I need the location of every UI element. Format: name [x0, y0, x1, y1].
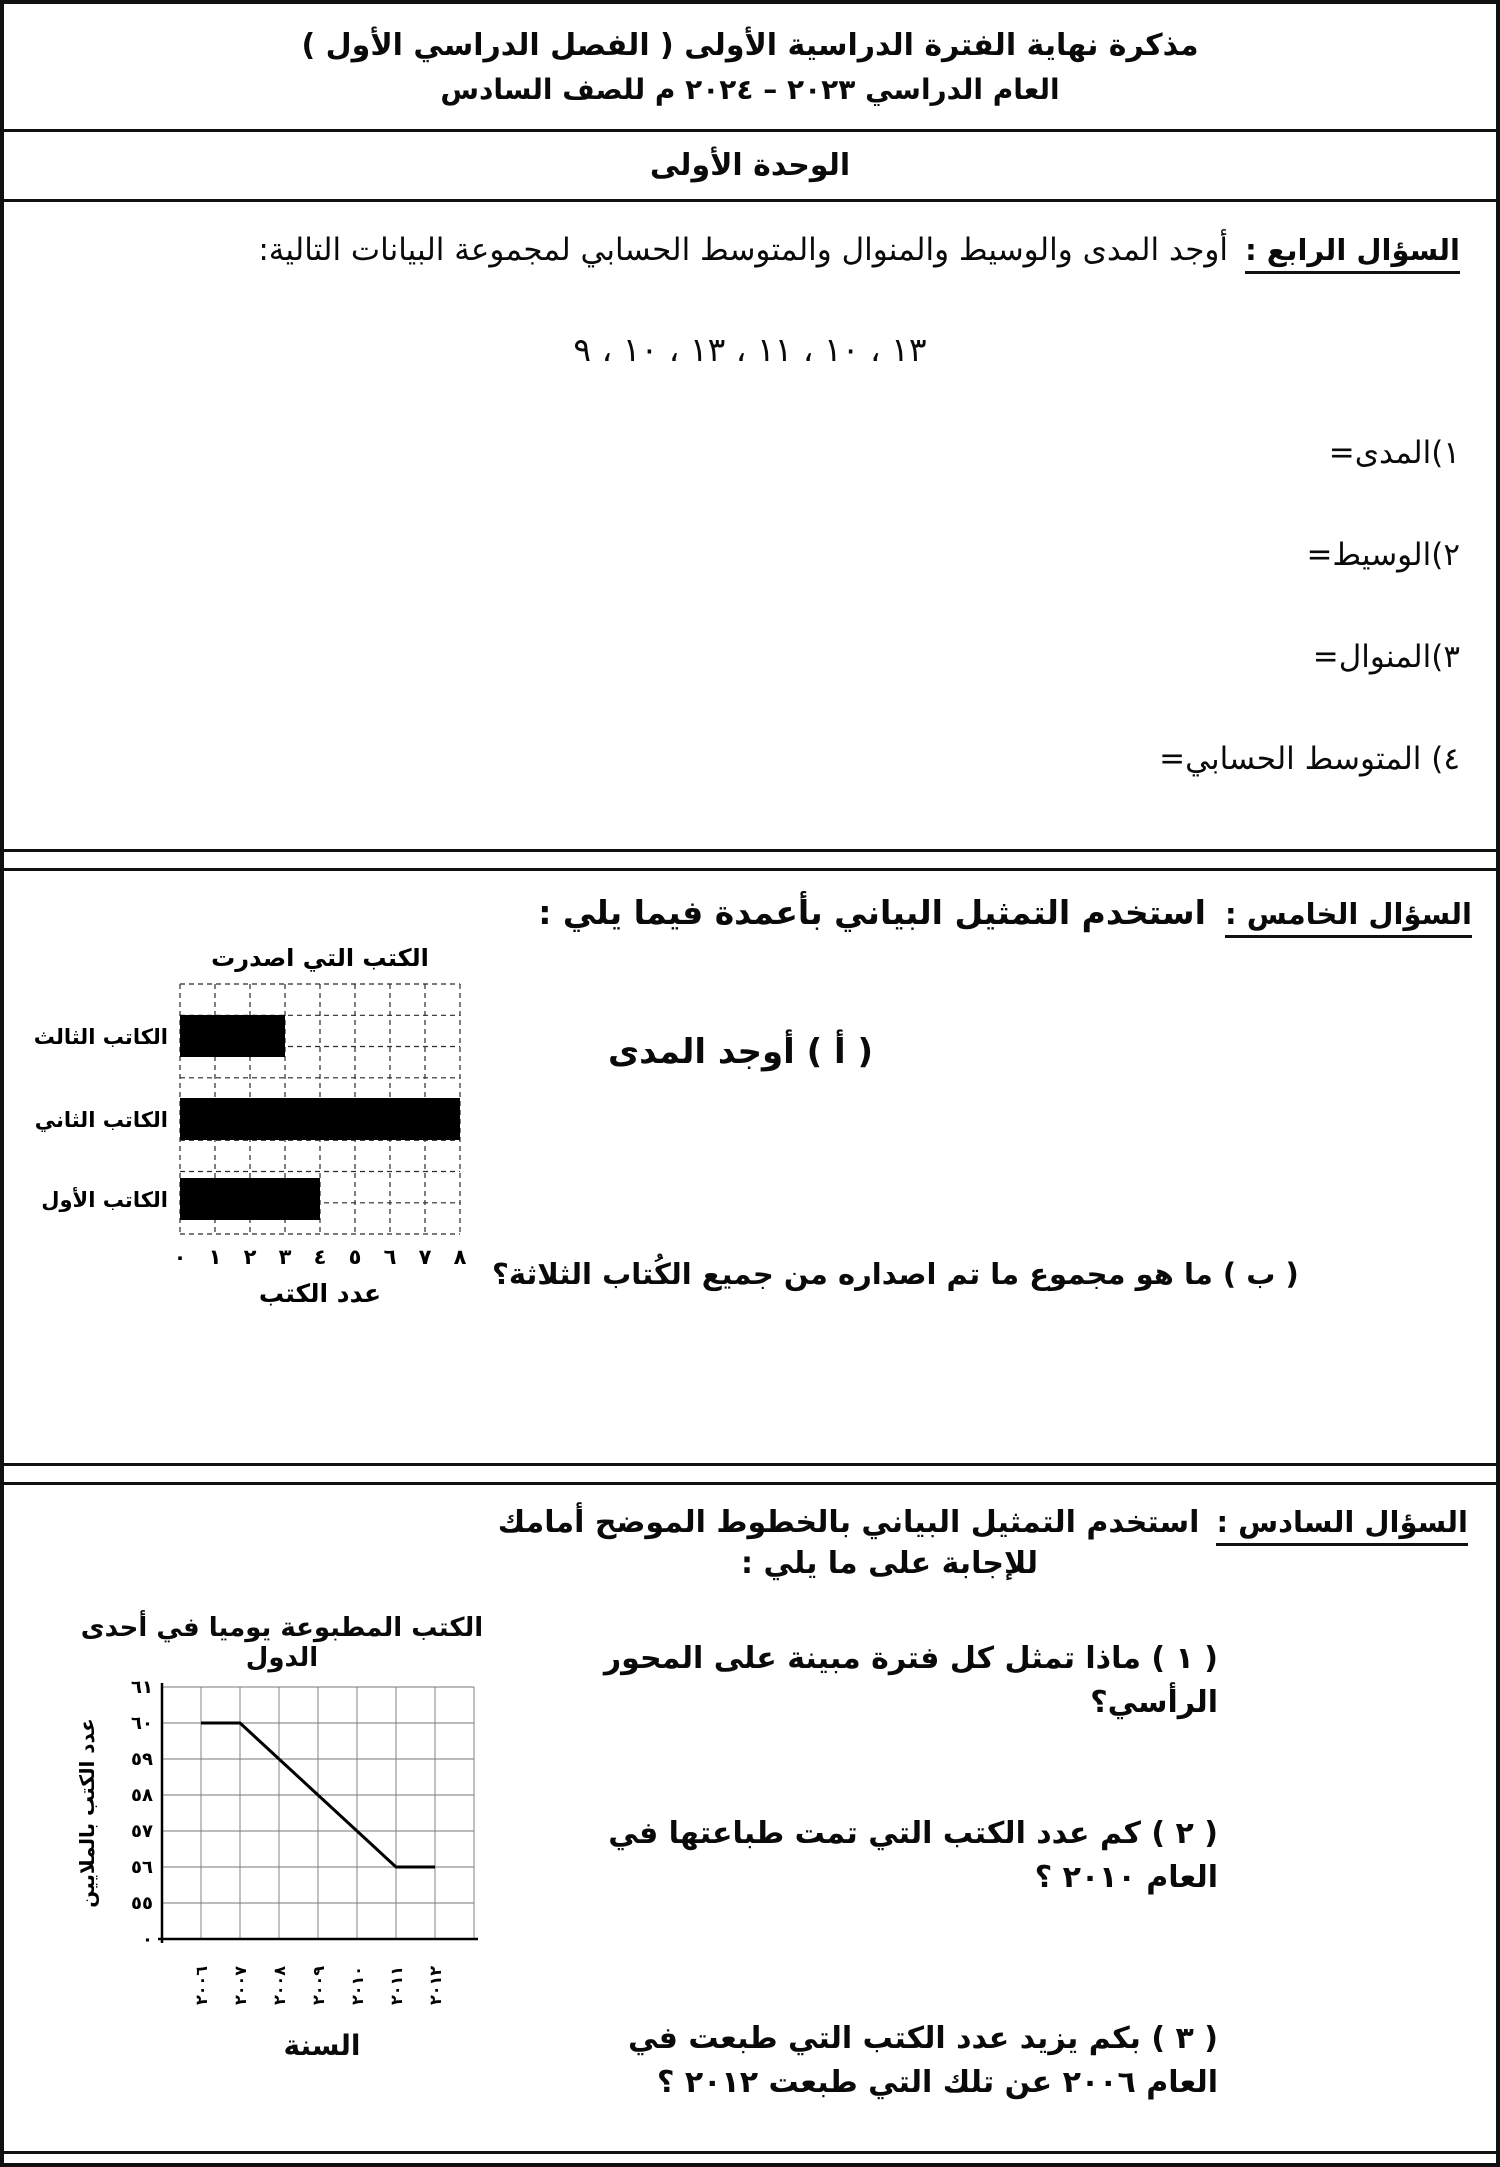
unit-title: الوحدة الأولى [4, 132, 1496, 202]
bar-chart-title: الكتب التي اصدرت [211, 944, 429, 972]
bar-x-tick: ١ [208, 1245, 222, 1269]
bar-x-tick: ٢ [243, 1245, 257, 1269]
bar-category-label: الكاتب الثاني [34, 1108, 168, 1132]
bar-x-tick: ٨ [453, 1245, 467, 1269]
line-y-tick: ٦٠ [131, 1713, 153, 1734]
question6-prompt: استخدم التمثيل البياني بالخطوط الموضح أمامك [497, 1505, 1200, 1540]
question5-part-a: ( أ ) أوجد المدى [608, 1032, 874, 1072]
question4-item-median: ٢)الوسيط= [1306, 537, 1460, 573]
bar-x-axis-label: عدد الكتب [258, 1279, 382, 1308]
line-x-tick: ٢٠٠٩ [309, 1965, 328, 2005]
question4-item-mode: ٣)المنوال= [1312, 639, 1460, 675]
line-y-tick: ٥٩ [131, 1749, 153, 1770]
bar-category-label: الكاتب الثالث [33, 1025, 168, 1049]
question6-items [592, 1585, 1468, 2104]
question4-item-range: ١)المدى= [1328, 435, 1460, 471]
line-chart-svg [72, 1673, 492, 2025]
line-y-tick: ٦١ [131, 1677, 153, 1698]
question5-header [28, 893, 1472, 932]
line-chart-x-axis-label: السنة [283, 2029, 361, 2062]
question6-header [32, 1505, 1468, 1540]
bar [180, 1178, 320, 1220]
line-x-tick: ٢٠١٢ [426, 1965, 445, 2005]
bar-chart-svg [28, 940, 478, 1312]
question5-section [4, 868, 1496, 1466]
line-y-tick: ٥٦ [131, 1857, 153, 1878]
question6-item-2: ( ٢ ) كم عدد الكتب التي تمت طباعتها في العام ٢٠١٠ ؟ [608, 1816, 1218, 1895]
line-x-tick: ٢٠١٠ [348, 1965, 367, 2005]
bar-x-tick: ٣ [278, 1245, 292, 1269]
bar-x-tick: ٧ [418, 1245, 432, 1269]
books-printed-line-chart [32, 1585, 592, 2104]
question4-prompt: أوجد المدى والوسيط والمنوال والمتوسط الحسابي لمجموعة البيانات التالية: [258, 232, 1228, 268]
question4-header [40, 232, 1460, 268]
bar-x-tick: ٤ [313, 1245, 327, 1269]
line-x-tick: ٢٠٠٧ [231, 1965, 250, 2005]
question5-parts [488, 940, 1472, 1316]
question6-section [4, 1482, 1496, 2154]
question6-label: السؤال السادس : [1216, 1505, 1468, 1546]
question5-label: السؤال الخامس : [1225, 897, 1472, 938]
document-subtitle: العام الدراسي ٢٠٢٣ – ٢٠٢٤ م للصف السادس [440, 72, 1060, 106]
question4-item-mean: ٤) المتوسط الحسابي= [1159, 741, 1460, 777]
bar-category-label: الكاتب الأول [41, 1188, 168, 1212]
question5-body [28, 940, 1472, 1316]
question5-part-b: ( ب ) ما هو مجموع ما تم اصداره من جميع الكُتاب الثلاثة؟ [492, 1257, 1299, 1291]
line-y-axis-label: عدد الكتب بالملايين [75, 1718, 99, 1908]
document-title: مذكرة نهاية الفترة الدراسية الأولى ( الفصل الدراسي الأول ) [301, 27, 1199, 63]
document-header [4, 4, 1496, 132]
question5-prompt: استخدم التمثيل البياني بأعمدة فيما يلي : [538, 893, 1206, 932]
line-x-tick: ٢٠٠٨ [270, 1965, 289, 2005]
line-y-tick: ٥٥ [131, 1893, 153, 1914]
bar-x-tick: ٦ [383, 1245, 397, 1269]
question6-body [32, 1585, 1468, 2104]
question6-item-3: ( ٣ ) بكم يزيد عدد الكتب التي طبعت في العام ٢٠٠٦ عن تلك التي طبعت ٢٠١٢ ؟ [627, 2021, 1218, 2100]
question6-prompt-line2: للإجابة على ما يلي : [741, 1546, 1038, 1581]
line-chart-title: الكتب المطبوعة يوميا في أحدى الدول [80, 1613, 484, 1673]
line-x-tick: ٢٠٠٦ [192, 1965, 211, 2005]
line-y-tick: ٥٧ [131, 1821, 153, 1842]
bar-x-tick: ٠ [173, 1245, 187, 1269]
line-y-tick: ٠ [142, 1929, 153, 1950]
question4-section [4, 202, 1496, 852]
bar [180, 1098, 460, 1140]
bar [180, 1015, 285, 1057]
books-published-bar-chart [28, 940, 488, 1316]
line-x-tick: ٢٠١١ [387, 1965, 406, 2005]
question6-item-1: ( ١ ) ماذا تمثل كل فترة مبينة على المحور الرأسي؟ [603, 1641, 1218, 1720]
line-y-tick: ٥٨ [131, 1785, 153, 1806]
question4-label: السؤال الرابع : [1245, 233, 1460, 274]
bar-x-tick: ٥ [348, 1245, 362, 1269]
question4-data-values: ١٣ ، ١٠ ، ١١ ، ١٣ ، ١٠ ، ٩ [573, 330, 927, 369]
